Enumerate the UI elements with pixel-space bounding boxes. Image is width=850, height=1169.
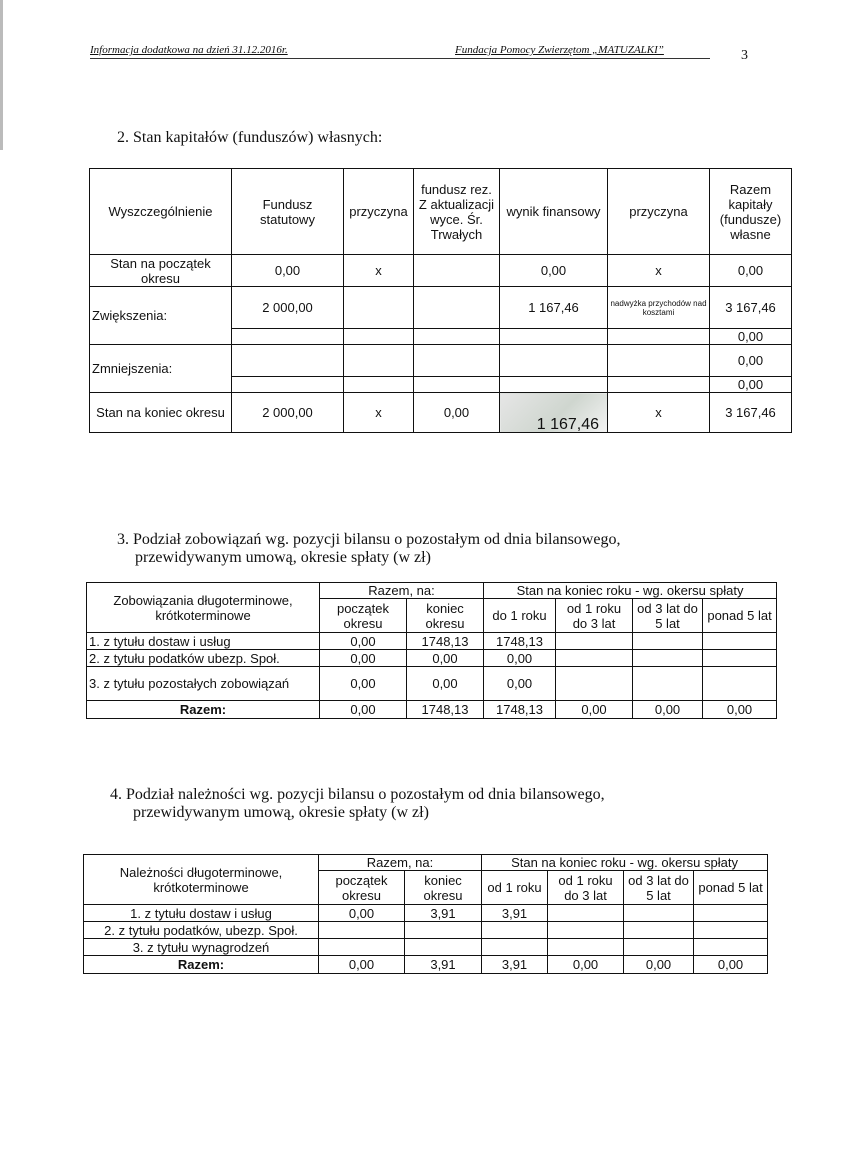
cell-value — [482, 922, 548, 939]
cell-value: 0,00 — [694, 956, 768, 974]
cell-value: x — [344, 393, 414, 433]
table-row — [84, 922, 768, 939]
section2-title: 2. Stan kapitałów (funduszów) własnych: — [117, 129, 383, 146]
table-row — [84, 905, 768, 922]
cell-value: 0,00 — [232, 255, 344, 287]
cell-value — [624, 939, 694, 956]
cell-value: 0,00 — [548, 956, 624, 974]
header-document-title: Informacja dodatkowa na dzień 31.12.2016r. — [90, 44, 288, 56]
row-label: 3. z tytułu wynagrodzeń — [84, 939, 319, 956]
row-label: Zwiększenia: — [90, 287, 232, 345]
cell-value — [414, 377, 500, 393]
cell-value — [608, 377, 710, 393]
cell-value — [500, 345, 608, 377]
cell-value: nadwyżka przychodów nad kosztami — [608, 287, 710, 329]
cell-value — [405, 922, 482, 939]
cell-value: 0,00 — [407, 667, 484, 701]
col-header-end-of-year: Stan na koniec roku - wg. okersu spłaty — [484, 583, 777, 599]
cell-value — [232, 329, 344, 345]
cell-value — [405, 939, 482, 956]
col-header-period-3: od 3 lat do 5 lat — [624, 871, 694, 905]
cell-value: 0,00 — [703, 701, 777, 719]
row-label: 2. z tytułu podatków, ubezp. Społ. — [84, 922, 319, 939]
col-header-reason: przyczyna — [344, 169, 414, 255]
col-header-end-of-year: Stan na koniec roku - wg. okersu spłaty — [482, 855, 768, 871]
liabilities-header-row-1 — [87, 583, 777, 599]
cell-value: 0,00 — [710, 377, 792, 393]
col-header-financial-result: wynik finansowy — [500, 169, 608, 255]
cell-value — [344, 377, 414, 393]
equity-row-start — [90, 255, 792, 287]
cell-value: 0,00 — [414, 393, 500, 433]
col-header-reason-2: przyczyna — [608, 169, 710, 255]
cell-value — [344, 287, 414, 329]
col-header-total-on: Razem, na: — [319, 855, 482, 871]
col-header-total-on: Razem, na: — [320, 583, 484, 599]
cell-value — [500, 377, 608, 393]
col-header-period-2: od 1 roku do 3 lat — [548, 871, 624, 905]
cell-value: 3,91 — [405, 905, 482, 922]
cell-value — [548, 939, 624, 956]
cell-value: 0,00 — [633, 701, 703, 719]
cell-value: 1748,13 — [407, 701, 484, 719]
cell-value: 3 167,46 — [710, 287, 792, 329]
equity-row-end — [90, 393, 792, 433]
cell-value — [319, 939, 405, 956]
cell-value: 1748,13 — [407, 633, 484, 650]
cell-value: 0,00 — [320, 650, 407, 667]
row-label: 3. z tytułu pozostałych zobowiązań — [87, 667, 320, 701]
cell-value: 0,00 — [320, 701, 407, 719]
col-header-period-4: ponad 5 lat — [694, 871, 768, 905]
col-header-period-1: od 1 roku — [482, 871, 548, 905]
header-rule — [90, 58, 710, 59]
cell-value: 0,00 — [710, 345, 792, 377]
col-header-category: Zobowiązania długoterminowe, krótkoterminowe — [87, 583, 320, 633]
cell-value — [703, 633, 777, 650]
cell-value — [414, 329, 500, 345]
cell-value — [694, 939, 768, 956]
cell-value: 2 000,00 — [232, 287, 344, 329]
col-header-period-2: od 1 roku do 3 lat — [556, 599, 633, 633]
cell-value — [232, 377, 344, 393]
cell-value — [633, 650, 703, 667]
col-header-start: początek okresu — [319, 871, 405, 905]
col-header-category: Należności długoterminowe, krótkoterminowe — [84, 855, 319, 905]
cell-value: 0,00 — [710, 329, 792, 345]
cell-value: x — [608, 255, 710, 287]
cell-value — [556, 650, 633, 667]
row-label: Stan na początek okresu — [90, 255, 232, 287]
table-row — [87, 633, 777, 650]
cell-value — [694, 905, 768, 922]
table-row — [87, 650, 777, 667]
row-label: 1. z tytułu dostaw i usług — [87, 633, 320, 650]
cell-value — [633, 633, 703, 650]
liabilities-table — [86, 582, 777, 719]
col-header-period-3: od 3 lat do 5 lat — [633, 599, 703, 633]
cell-value: x — [608, 393, 710, 433]
cell-value: 2 000,00 — [232, 393, 344, 433]
col-header-statutory-fund: Fundusz statutowy — [232, 169, 344, 255]
section3-title: 3. Podział zobowiązań wg. pozycji bilansu o pozostałym od dnia bilansowego, — [117, 531, 621, 548]
cell-value: 0,00 — [407, 650, 484, 667]
cell-value: 3,91 — [482, 956, 548, 974]
equity-table — [89, 168, 792, 433]
cell-value — [414, 255, 500, 287]
cell-value — [703, 667, 777, 701]
cell-value: 0,00 — [556, 701, 633, 719]
page-number: 3 — [741, 48, 748, 63]
cell-value — [608, 345, 710, 377]
highlighted-result-cell: 1 167,46 — [500, 393, 608, 433]
cell-value — [344, 345, 414, 377]
col-header-period-4: ponad 5 lat — [703, 599, 777, 633]
cell-value — [608, 329, 710, 345]
row-label: 1. z tytułu dostaw i usług — [84, 905, 319, 922]
cell-value: 3,91 — [482, 905, 548, 922]
cell-value: 0,00 — [319, 905, 405, 922]
cell-value: 0,00 — [484, 667, 556, 701]
cell-value: 1748,13 — [484, 633, 556, 650]
section4-title-cont: przewidywanym umową, okresie spłaty (w zł) — [133, 804, 429, 821]
cell-value — [703, 650, 777, 667]
cell-value: 3,91 — [405, 956, 482, 974]
row-label: Zmniejszenia: — [90, 345, 232, 393]
table-row — [84, 939, 768, 956]
section3-title-cont: przewidywanym umową, okresie spłaty (w zł) — [135, 549, 431, 566]
table-row — [87, 667, 777, 701]
cell-value — [482, 939, 548, 956]
cell-value: 0,00 — [500, 255, 608, 287]
cell-value: 1 167,46 — [500, 287, 608, 329]
cell-value — [548, 905, 624, 922]
col-header-period-1: do 1 roku — [484, 599, 556, 633]
col-header-item: Wyszczególnienie — [90, 169, 232, 255]
cell-value — [414, 287, 500, 329]
col-header-start: początek okresu — [320, 599, 407, 633]
equity-header-row — [90, 169, 792, 255]
col-header-end: koniec okresu — [405, 871, 482, 905]
cell-value — [556, 667, 633, 701]
cell-value: 0,00 — [319, 956, 405, 974]
receivables-total-row — [84, 956, 768, 974]
equity-row-decrease — [90, 345, 792, 377]
cell-value — [624, 922, 694, 939]
col-header-total-equity: Razem kapitały (fundusze) własne — [710, 169, 792, 255]
cell-value: 0,00 — [320, 633, 407, 650]
receivables-table — [83, 854, 768, 974]
cell-value — [319, 922, 405, 939]
cell-value: 3 167,46 — [710, 393, 792, 433]
cell-value: 0,00 — [484, 650, 556, 667]
row-label: Stan na koniec okresu — [90, 393, 232, 433]
cell-value: 0,00 — [710, 255, 792, 287]
section4-title: 4. Podział należności wg. pozycji bilansu o pozostałym od dnia bilansowego, — [110, 786, 605, 803]
liabilities-total-row — [87, 701, 777, 719]
total-label: Razem: — [87, 701, 320, 719]
col-header-end: koniec okresu — [407, 599, 484, 633]
row-label: 2. z tytułu podatków ubezp. Społ. — [87, 650, 320, 667]
col-header-reserve-fund: fundusz rez. Z aktualizacji wyce. Śr. Trwałych — [414, 169, 500, 255]
cell-value — [414, 345, 500, 377]
cell-value — [344, 329, 414, 345]
cell-value — [624, 905, 694, 922]
cell-value — [232, 345, 344, 377]
cell-value — [633, 667, 703, 701]
header-organization: Fundacja Pomocy Zwierzętom „MATUZALKI” — [455, 44, 664, 56]
cell-value — [556, 633, 633, 650]
cell-value — [694, 922, 768, 939]
total-label: Razem: — [84, 956, 319, 974]
equity-row-increase — [90, 287, 792, 329]
cell-value: 0,00 — [320, 667, 407, 701]
cell-value: 0,00 — [624, 956, 694, 974]
scan-edge — [0, 0, 3, 150]
cell-value: 1748,13 — [484, 701, 556, 719]
cell-value — [500, 329, 608, 345]
cell-value: x — [344, 255, 414, 287]
receivables-header-row-1 — [84, 855, 768, 871]
cell-value — [548, 922, 624, 939]
